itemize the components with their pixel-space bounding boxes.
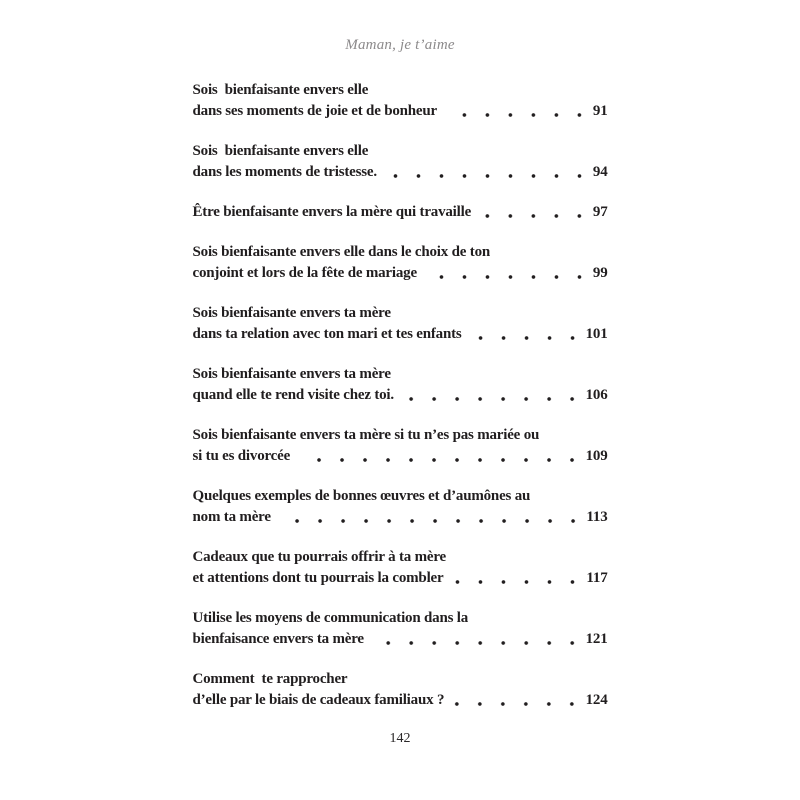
- toc-page-number: 99: [592, 265, 608, 281]
- toc-page-number: 101: [585, 326, 608, 342]
- toc-entry-title: Utilise les moyens de communication dans la: [192, 610, 469, 626]
- toc-page-number: 109: [585, 448, 608, 464]
- toc-entry: [193, 669, 608, 711]
- dot-leader: [299, 446, 584, 467]
- toc-entry-title: Sois bienfaisante envers ta mère: [192, 366, 391, 382]
- toc-entry-title-cont: bienfaisance envers ta mère: [192, 631, 364, 647]
- toc-entry-title-cont: dans ta relation avec ton mari et tes enfants: [192, 326, 462, 342]
- folio-page-number: 142: [389, 731, 411, 746]
- toc-entry-title-cont: nom ta mère: [192, 509, 271, 525]
- table-of-contents: [193, 80, 608, 711]
- dot-leader: [452, 568, 584, 589]
- toc-entry-title: Sois bienfaisante envers ta mère: [192, 305, 391, 321]
- toc-page-number: 113: [586, 509, 608, 525]
- toc-page-number: 94: [592, 164, 608, 180]
- toc-entry-title-cont: dans les moments de tristesse.: [192, 164, 377, 180]
- toc-entry-title-cont: si tu es divorcée: [192, 448, 291, 464]
- toc-page-number: 117: [586, 570, 608, 586]
- toc-entry: [193, 141, 608, 183]
- toc-page-number: 124: [585, 692, 608, 708]
- toc-entry-title-cont: quand elle te rend visite chez toi.: [192, 387, 394, 403]
- toc-entry: [193, 486, 608, 528]
- toc-entry-title: Quelques exemples de bonnes œuvres et d’aumônes au: [192, 488, 531, 504]
- toc-entry-title-cont: conjoint et lors de la fête de mariage: [192, 265, 417, 281]
- dot-leader: [426, 263, 591, 284]
- toc-entry-title-cont: d’elle par le biais de cadeaux familiaux ?: [192, 692, 445, 708]
- toc-page-number: 97: [592, 204, 608, 220]
- toc-page-number: 121: [585, 631, 608, 647]
- toc-entry: [193, 608, 608, 650]
- running-header: Maman, je t’aime: [345, 37, 455, 53]
- toc-page-number: 106: [585, 387, 608, 403]
- toc-entry: [193, 364, 608, 406]
- toc-page-number: 91: [592, 103, 608, 119]
- toc-entry-title-cont: et attentions dont tu pourrais la combler: [192, 570, 444, 586]
- dot-leader: [453, 690, 583, 711]
- toc-entry-title: Être bienfaisante envers la mère qui travaille: [192, 204, 472, 220]
- toc-entry-title: Sois bienfaisante envers elle: [192, 143, 369, 159]
- dot-leader: [471, 324, 584, 345]
- toc-entry-title: Comment te rapprocher: [192, 671, 348, 687]
- dot-leader: [480, 202, 591, 223]
- toc-entry: [193, 425, 608, 467]
- dot-leader: [403, 385, 584, 406]
- toc-entry-title: Sois bienfaisante envers elle dans le choix de ton: [192, 244, 491, 260]
- toc-entry-title: Sois bienfaisante envers ta mère si tu n’es pas mariée ou: [192, 427, 540, 443]
- toc-entry: [193, 303, 608, 345]
- toc-entry-title: Sois bienfaisante envers elle: [192, 82, 369, 98]
- dot-leader: [280, 507, 585, 528]
- toc-entry: [193, 80, 608, 122]
- dot-leader: [373, 629, 584, 650]
- toc-entry-title-cont: dans ses moments de joie et de bonheur: [192, 103, 437, 119]
- toc-entry: [193, 242, 608, 284]
- toc-entry: [193, 547, 608, 589]
- toc-entry: [193, 202, 608, 223]
- toc-entry-title: Cadeaux que tu pourrais offrir à ta mère: [192, 549, 447, 565]
- dot-leader: [446, 101, 591, 122]
- dot-leader: [386, 162, 591, 183]
